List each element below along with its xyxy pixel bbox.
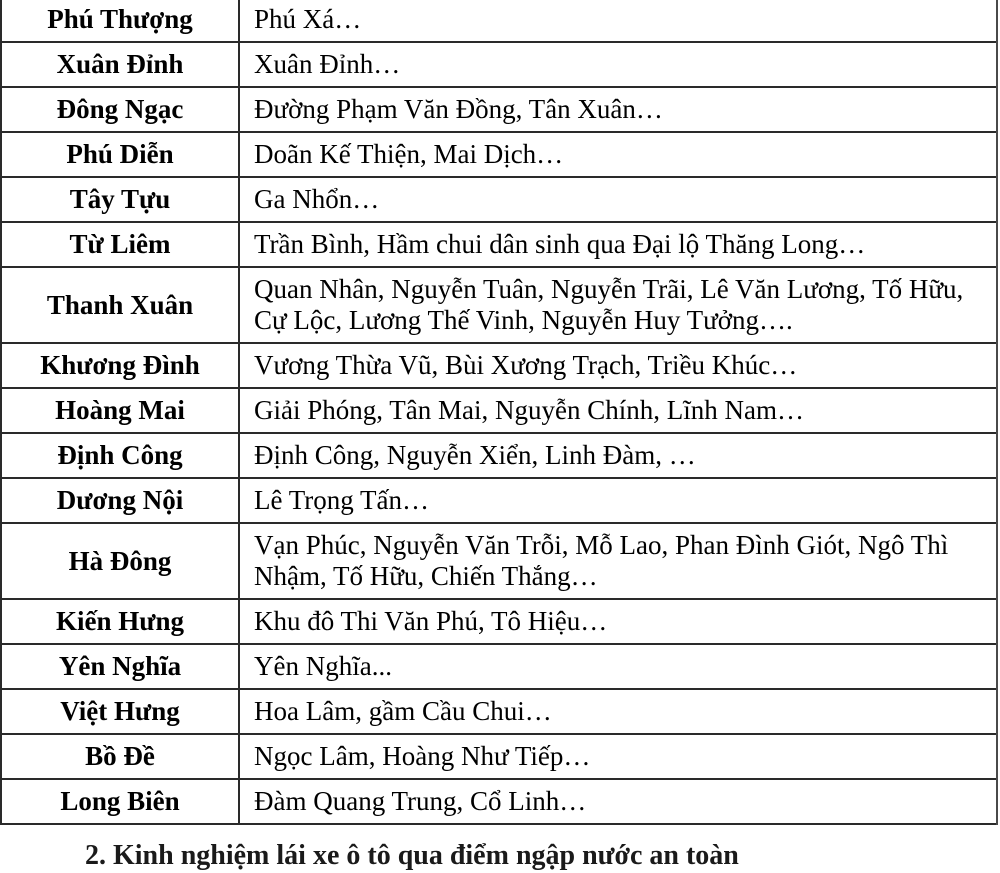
table-row [2,389,996,434]
table-row [2,43,996,88]
streets-cell: Xuân Đỉnh… [254,49,401,79]
streets-cell: Ga Nhổn… [254,184,380,214]
streets-cell: Đường Phạm Văn Đồng, Tân Xuân… [254,94,663,124]
table-row [2,645,996,690]
streets-cell: Khu đô Thi Văn Phú, Tô Hiệu… [254,606,608,636]
streets-cell: Định Công, Nguyễn Xiển, Linh Đàm, … [254,440,696,470]
streets-cell: Lê Trọng Tấn… [254,485,430,515]
clipped-section-heading: 2. Kinh nghiệm lái xe ô tô qua điểm ngập nước an toàn [85,840,739,871]
table-row [2,88,996,133]
table-row [2,780,996,825]
streets-cell: Giải Phóng, Tân Mai, Nguyễn Chính, Lĩnh Nam… [254,395,804,425]
streets-cell: Vạn Phúc, Nguyễn Văn Trỗi, Mỗ Lao, Phan Đình Giót, Ngô Thì Nhậm, Tố Hữu, Chiến Thắng… [254,530,949,591]
table-row [2,223,996,268]
area-cell: Việt Hưng [2,690,240,733]
area-cell: Bồ Đề [2,735,240,778]
table-row [2,690,996,735]
streets-cell: Vương Thừa Vũ, Bùi Xương Trạch, Triều Khúc… [254,350,798,380]
area-cell: Phú Diễn [2,133,240,176]
area-cell: Đông Ngạc [2,88,240,131]
area-cell: Hà Đông [2,524,240,598]
table-row [2,268,996,344]
area-cell: Khương Đình [2,344,240,387]
area-cell: Xuân Đỉnh [2,43,240,86]
streets-cell: Yên Nghĩa... [254,651,392,681]
area-cell: Thanh Xuân [2,268,240,342]
streets-cell: Trần Bình, Hầm chui dân sinh qua Đại lộ Thăng Long… [254,229,866,259]
area-cell: Dương Nội [2,479,240,522]
streets-cell: Đàm Quang Trung, Cổ Linh… [254,786,587,816]
table-row [2,600,996,645]
area-cell: Long Biên [2,780,240,823]
area-cell: Tây Tựu [2,178,240,221]
table-row [2,434,996,479]
area-cell: Phú Thượng [2,0,240,41]
table-row [2,0,996,43]
area-cell: Yên Nghĩa [2,645,240,688]
streets-cell: Ngọc Lâm, Hoàng Như Tiếp… [254,741,591,771]
table-row [2,479,996,524]
area-cell: Định Công [2,434,240,477]
table-row [2,178,996,223]
table-row [2,133,996,178]
streets-cell: Hoa Lâm, gầm Cầu Chui… [254,696,552,726]
streets-cell: Phú Xá… [254,4,362,34]
area-cell: Kiến Hưng [2,600,240,643]
area-cell: Hoàng Mai [2,389,240,432]
streets-cell: Doãn Kế Thiện, Mai Dịch… [254,139,564,169]
table-row [2,524,996,600]
table-row [2,344,996,389]
table-row [2,735,996,780]
area-cell: Từ Liêm [2,223,240,266]
streets-cell: Quan Nhân, Nguyễn Tuân, Nguyễn Trãi, Lê Văn Lương, Tố Hữu, Cự Lộc, Lương Thế Vinh, Nguyễn Huy Tưởng…. [254,274,964,335]
